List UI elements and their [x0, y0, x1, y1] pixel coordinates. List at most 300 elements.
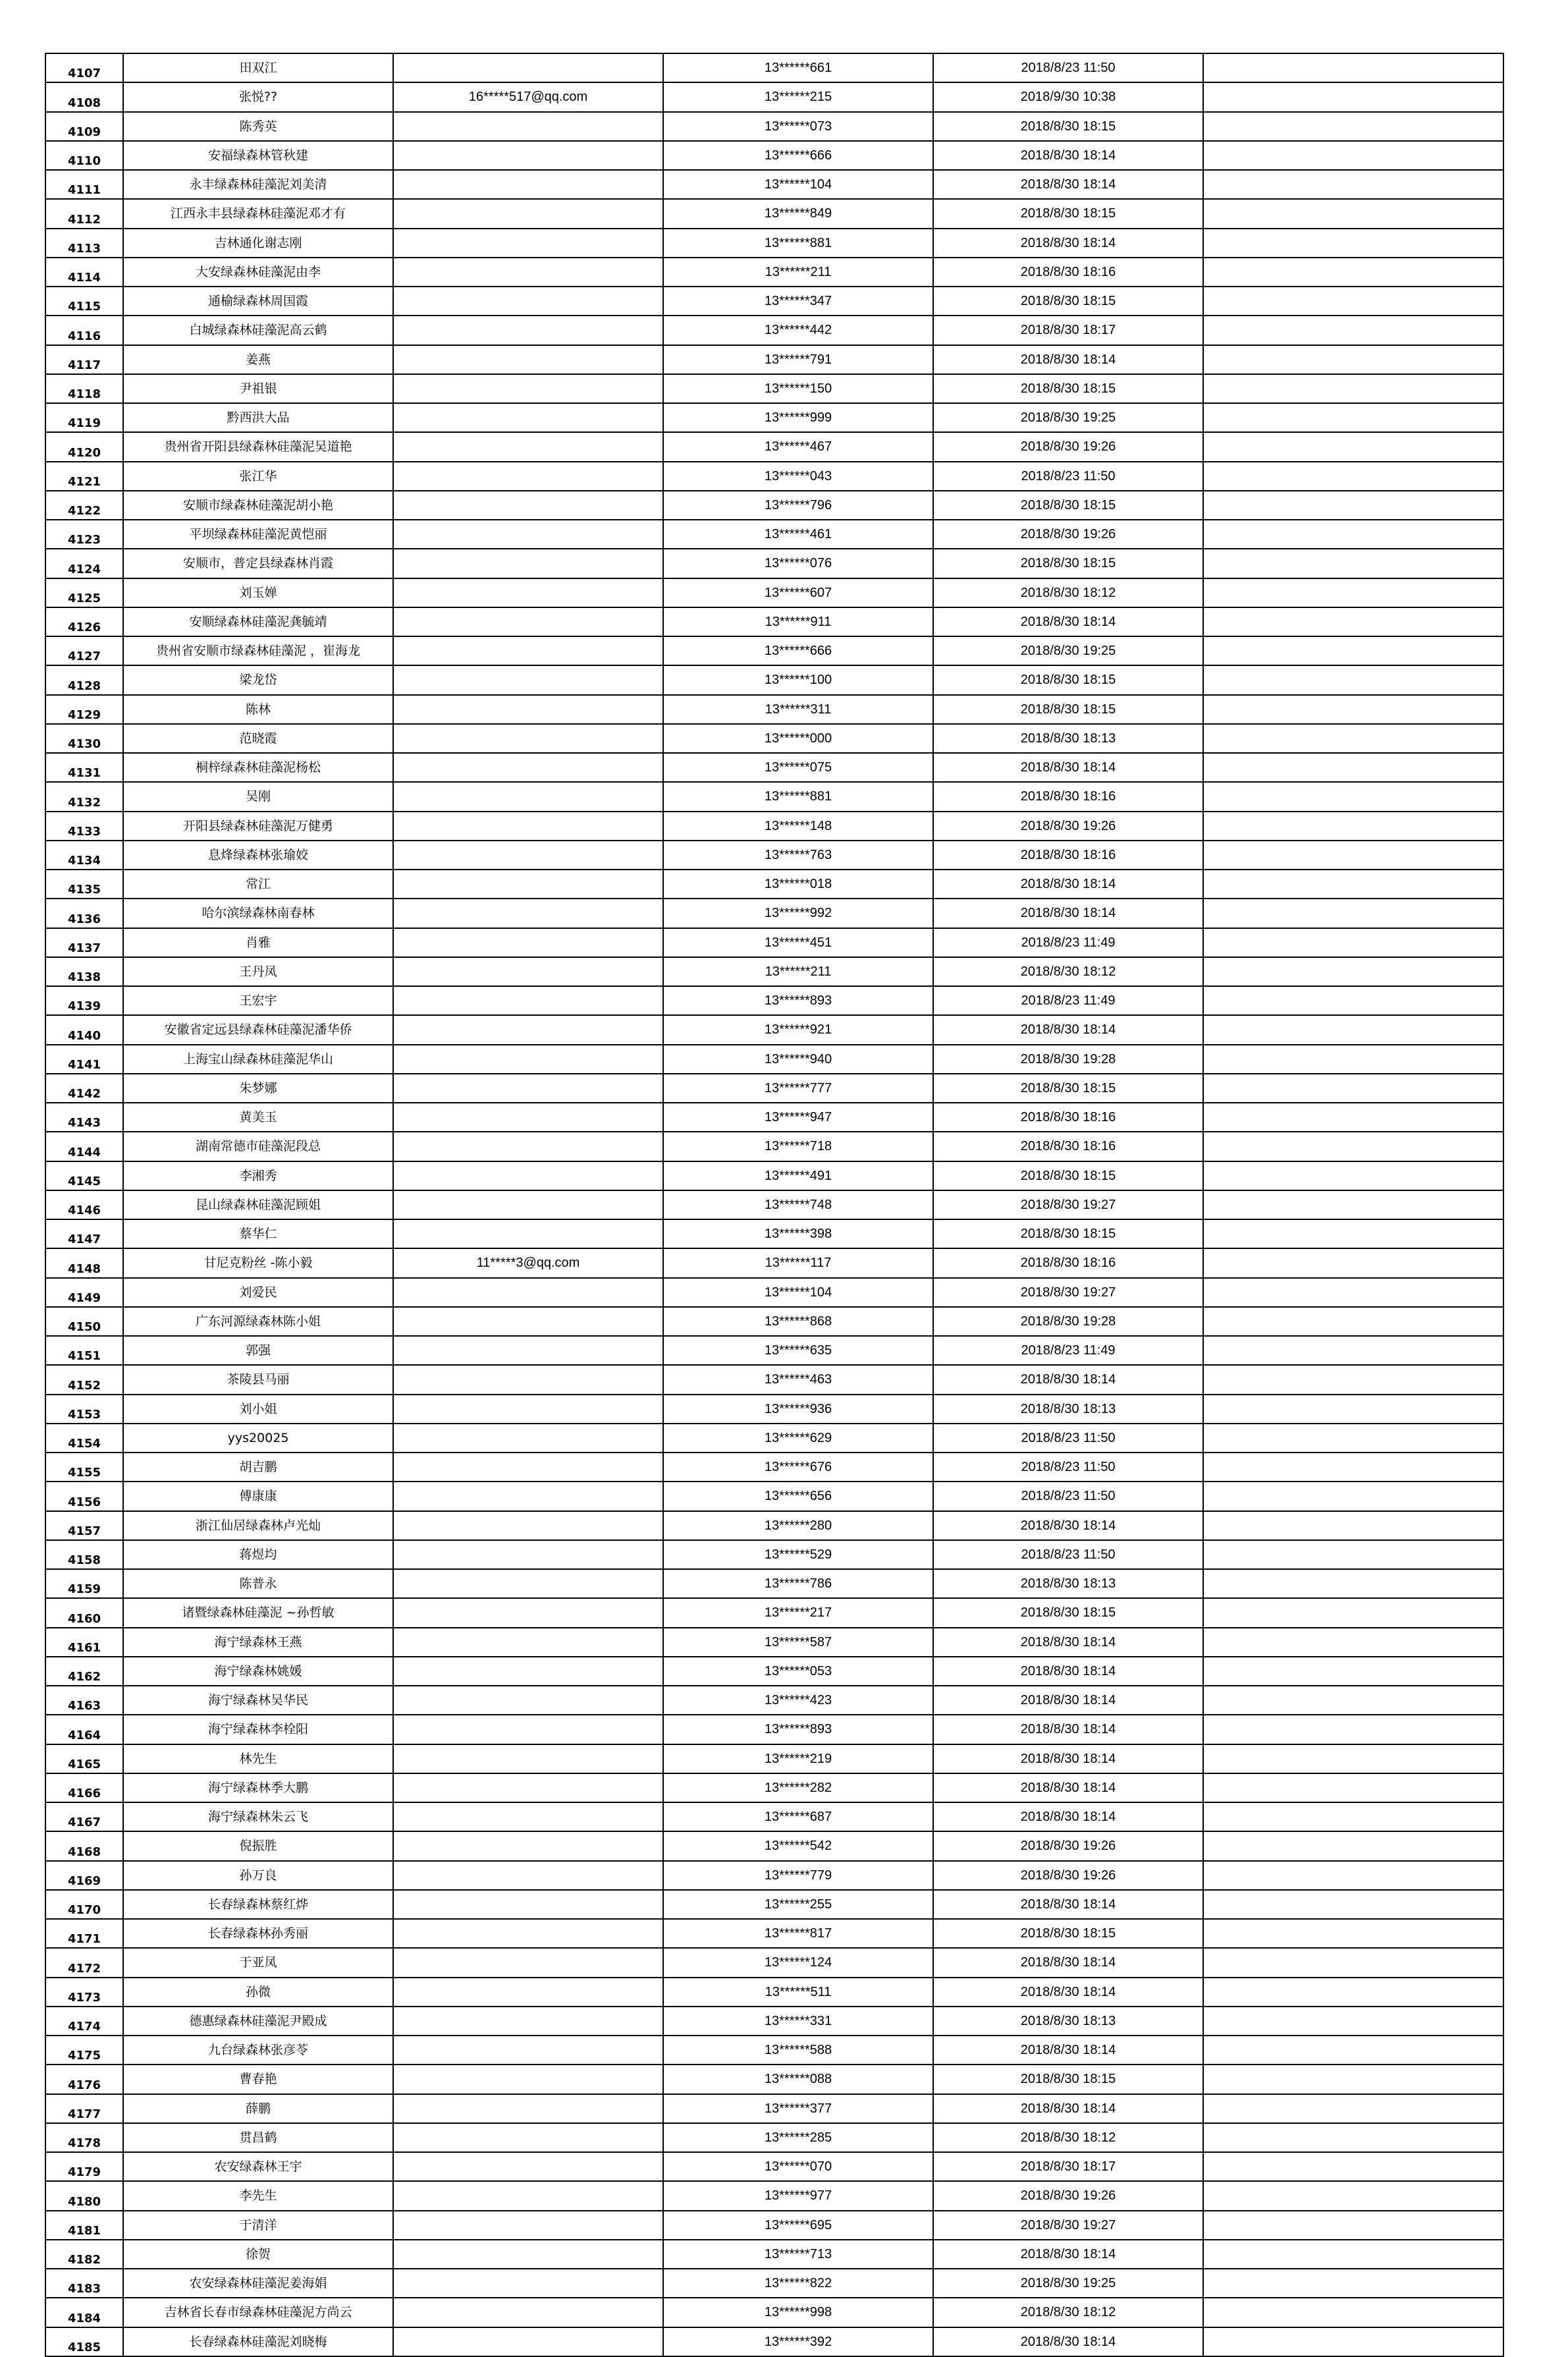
row-number-cell: 4114 — [45, 258, 123, 287]
table-row — [45, 1657, 1503, 1686]
table-row — [45, 82, 1503, 111]
phone-cell: 13******311 — [663, 695, 933, 724]
name-cell: 贵州省开阳县绿森林硅藻泥吴道艳 — [123, 432, 393, 461]
timestamp-cell: 2018/8/30 19:27 — [933, 1278, 1203, 1307]
phone-cell: 13******124 — [663, 1948, 933, 1977]
email-cell — [393, 636, 663, 665]
note-cell — [1203, 462, 1503, 491]
timestamp-cell: 2018/8/30 18:17 — [933, 316, 1203, 345]
note-cell — [1203, 578, 1503, 607]
name-cell: 安顺绿森林硅藻泥龚毓靖 — [123, 607, 393, 636]
timestamp-cell: 2018/8/30 18:14 — [933, 1686, 1203, 1715]
name-cell: 徐贺 — [123, 2240, 393, 2269]
table-row — [45, 1919, 1503, 1948]
timestamp-cell: 2018/8/30 19:26 — [933, 432, 1203, 461]
name-cell: 海宁绿森林朱云飞 — [123, 1802, 393, 1831]
table-row — [45, 724, 1503, 753]
timestamp-cell: 2018/8/30 18:16 — [933, 1248, 1203, 1277]
row-number-cell: 4185 — [45, 2327, 123, 2356]
name-cell: 姜燕 — [123, 345, 393, 374]
timestamp-cell: 2018/8/30 19:26 — [933, 520, 1203, 549]
note-cell — [1203, 1045, 1503, 1074]
email-cell — [393, 491, 663, 520]
timestamp-cell: 2018/8/30 19:27 — [933, 1190, 1203, 1219]
table-row — [45, 1219, 1503, 1248]
name-cell: 胡吉鹏 — [123, 1453, 393, 1482]
timestamp-cell: 2018/8/30 18:16 — [933, 1103, 1203, 1132]
note-cell — [1203, 1365, 1503, 1394]
table-row — [45, 1365, 1503, 1394]
note-cell — [1203, 1861, 1503, 1890]
table-row — [45, 1744, 1503, 1773]
email-cell — [393, 258, 663, 287]
email-cell — [393, 1657, 663, 1686]
email-cell — [393, 1978, 663, 2007]
row-number-cell: 4140 — [45, 1015, 123, 1044]
row-number-cell: 4148 — [45, 1248, 123, 1277]
email-cell — [393, 1015, 663, 1044]
timestamp-cell: 2018/8/30 19:25 — [933, 403, 1203, 432]
row-number-cell: 4107 — [45, 53, 123, 82]
row-number-cell: 4182 — [45, 2240, 123, 2269]
phone-cell: 13******748 — [663, 1190, 933, 1219]
table-row — [45, 432, 1503, 461]
table-row — [45, 2211, 1503, 2240]
timestamp-cell: 2018/8/30 18:14 — [933, 170, 1203, 199]
note-cell — [1203, 520, 1503, 549]
table-row — [45, 462, 1503, 491]
row-number-cell: 4112 — [45, 199, 123, 228]
table-row — [45, 1482, 1503, 1511]
name-cell: 哈尔滨绿森林南春林 — [123, 899, 393, 928]
name-cell: 常江 — [123, 870, 393, 899]
name-cell: 贯昌鹤 — [123, 2123, 393, 2152]
timestamp-cell: 2018/8/30 18:12 — [933, 957, 1203, 986]
email-cell — [393, 316, 663, 345]
row-number-cell: 4153 — [45, 1395, 123, 1424]
phone-cell: 13******656 — [663, 1482, 933, 1511]
table-row — [45, 2065, 1503, 2094]
note-cell — [1203, 1278, 1503, 1307]
row-number-cell: 4152 — [45, 1365, 123, 1394]
name-cell: 梁龙岱 — [123, 665, 393, 694]
row-number-cell: 4109 — [45, 112, 123, 141]
row-number-cell: 4157 — [45, 1511, 123, 1540]
table-row — [45, 199, 1503, 228]
name-cell: 于清洋 — [123, 2211, 393, 2240]
note-cell — [1203, 1132, 1503, 1161]
timestamp-cell: 2018/8/30 19:25 — [933, 2269, 1203, 2298]
timestamp-cell: 2018/8/23 11:49 — [933, 1336, 1203, 1365]
table-row — [45, 1802, 1503, 1831]
email-cell — [393, 141, 663, 170]
phone-cell: 13******511 — [663, 1978, 933, 2007]
email-cell — [393, 870, 663, 899]
phone-cell: 13******467 — [663, 432, 933, 461]
email-cell — [393, 1161, 663, 1190]
table-row — [45, 1948, 1503, 1977]
row-number-cell: 4132 — [45, 782, 123, 811]
phone-cell: 13******018 — [663, 870, 933, 899]
name-cell: 李湘秀 — [123, 1161, 393, 1190]
note-cell — [1203, 287, 1503, 316]
name-cell: 海宁绿森林吴华民 — [123, 1686, 393, 1715]
row-number-cell: 4162 — [45, 1657, 123, 1686]
table-row — [45, 2181, 1503, 2210]
timestamp-cell: 2018/8/30 18:15 — [933, 695, 1203, 724]
table-row — [45, 636, 1503, 665]
name-cell: 通榆绿森林周国霞 — [123, 287, 393, 316]
name-cell: 陈林 — [123, 695, 393, 724]
note-cell — [1203, 2152, 1503, 2181]
phone-cell: 13******211 — [663, 957, 933, 986]
name-cell: 贵州省安顺市绿森林硅藻泥 ，崔海龙 — [123, 636, 393, 665]
email-cell — [393, 170, 663, 199]
row-number-cell: 4141 — [45, 1045, 123, 1074]
email-cell — [393, 1132, 663, 1161]
timestamp-cell: 2018/8/23 11:49 — [933, 928, 1203, 957]
name-cell: 甘尼克粉丝 -陈小毅 — [123, 1248, 393, 1277]
name-cell: 海宁绿森林李栓阳 — [123, 1715, 393, 1744]
table-row — [45, 316, 1503, 345]
email-cell — [393, 2007, 663, 2036]
phone-cell: 13******822 — [663, 2269, 933, 2298]
name-cell: 昆山绿森林硅藻泥顾姐 — [123, 1190, 393, 1219]
timestamp-cell: 2018/8/30 18:15 — [933, 1161, 1203, 1190]
phone-cell: 13******791 — [663, 345, 933, 374]
timestamp-cell: 2018/8/30 18:16 — [933, 841, 1203, 870]
table-row — [45, 170, 1503, 199]
row-number-cell: 4163 — [45, 1686, 123, 1715]
name-cell: 海宁绿森林姚媛 — [123, 1657, 393, 1686]
table-row — [45, 1045, 1503, 1074]
email-cell — [393, 812, 663, 841]
note-cell — [1203, 2181, 1503, 2210]
note-cell — [1203, 258, 1503, 287]
row-number-cell: 4136 — [45, 899, 123, 928]
name-cell: 桐梓绿森林硅藻泥杨松 — [123, 753, 393, 782]
name-cell: 浙江仙居绿森林卢光灿 — [123, 1511, 393, 1540]
row-number-cell: 4134 — [45, 841, 123, 870]
name-cell: 安顺市绿森林硅藻泥胡小艳 — [123, 491, 393, 520]
table-row — [45, 1628, 1503, 1657]
timestamp-cell: 2018/8/30 18:14 — [933, 1365, 1203, 1394]
row-number-cell: 4119 — [45, 403, 123, 432]
table-row — [45, 2007, 1503, 2036]
name-cell: 尹祖银 — [123, 374, 393, 403]
row-number-cell: 4150 — [45, 1307, 123, 1336]
table-row — [45, 1278, 1503, 1307]
phone-cell: 13******992 — [663, 899, 933, 928]
phone-cell: 13******666 — [663, 141, 933, 170]
row-number-cell: 4124 — [45, 549, 123, 578]
table-row — [45, 549, 1503, 578]
phone-cell: 13******607 — [663, 578, 933, 607]
email-cell — [393, 1219, 663, 1248]
timestamp-cell: 2018/8/30 19:26 — [933, 1861, 1203, 1890]
note-cell — [1203, 1715, 1503, 1744]
name-cell: 陈普永 — [123, 1569, 393, 1598]
timestamp-cell: 2018/8/30 18:13 — [933, 2007, 1203, 2036]
timestamp-cell: 2018/8/30 18:15 — [933, 287, 1203, 316]
row-number-cell: 4144 — [45, 1132, 123, 1161]
note-cell — [1203, 82, 1503, 111]
table-row — [45, 1424, 1503, 1453]
name-cell: 长春绿森林硅藻泥刘晓梅 — [123, 2327, 393, 2356]
row-number-cell: 4160 — [45, 1598, 123, 1627]
phone-cell: 13******893 — [663, 1715, 933, 1744]
name-cell: 蒋煜均 — [123, 1540, 393, 1569]
timestamp-cell: 2018/8/30 18:14 — [933, 2094, 1203, 2123]
note-cell — [1203, 403, 1503, 432]
name-cell: 薛鹏 — [123, 2094, 393, 2123]
note-cell — [1203, 170, 1503, 199]
phone-cell: 13******911 — [663, 607, 933, 636]
note-cell — [1203, 1336, 1503, 1365]
table-row — [45, 841, 1503, 870]
name-cell: 安顺市，普定县绿森林肖霞 — [123, 549, 393, 578]
row-number-cell: 4154 — [45, 1424, 123, 1453]
table-row — [45, 520, 1503, 549]
row-number-cell: 4118 — [45, 374, 123, 403]
email-cell — [393, 1103, 663, 1132]
row-number-cell: 4172 — [45, 1948, 123, 1977]
note-cell — [1203, 1802, 1503, 1831]
phone-cell: 13******921 — [663, 1015, 933, 1044]
name-cell: 农安绿森林硅藻泥姜海娟 — [123, 2269, 393, 2298]
name-cell: 王丹凤 — [123, 957, 393, 986]
note-cell — [1203, 1248, 1503, 1277]
timestamp-cell: 2018/8/30 18:15 — [933, 112, 1203, 141]
table-row — [45, 986, 1503, 1015]
timestamp-cell: 2018/8/30 18:15 — [933, 1598, 1203, 1627]
email-cell — [393, 2269, 663, 2298]
email-cell — [393, 229, 663, 258]
row-number-cell: 4117 — [45, 345, 123, 374]
email-cell — [393, 1890, 663, 1919]
timestamp-cell: 2018/8/30 18:14 — [933, 753, 1203, 782]
name-cell: 吉林通化谢志刚 — [123, 229, 393, 258]
email-cell — [393, 782, 663, 811]
table-row — [45, 753, 1503, 782]
table-row — [45, 2123, 1503, 2152]
email-cell — [393, 199, 663, 228]
note-cell — [1203, 2036, 1503, 2065]
row-number-cell: 4143 — [45, 1103, 123, 1132]
row-number-cell: 4127 — [45, 636, 123, 665]
phone-cell: 13******070 — [663, 2152, 933, 2181]
phone-cell: 13******629 — [663, 1424, 933, 1453]
note-cell — [1203, 2269, 1503, 2298]
row-number-cell: 4170 — [45, 1890, 123, 1919]
table-row — [45, 899, 1503, 928]
email-cell — [393, 695, 663, 724]
phone-cell: 13******255 — [663, 1890, 933, 1919]
name-cell: 曹春艳 — [123, 2065, 393, 2094]
email-cell — [393, 899, 663, 928]
timestamp-cell: 2018/8/30 18:12 — [933, 2123, 1203, 2152]
note-cell — [1203, 229, 1503, 258]
email-cell — [393, 403, 663, 432]
note-cell — [1203, 1831, 1503, 1860]
row-number-cell: 4123 — [45, 520, 123, 549]
note-cell — [1203, 986, 1503, 1015]
email-cell — [393, 665, 663, 694]
phone-cell: 13******998 — [663, 2298, 933, 2327]
timestamp-cell: 2018/8/30 18:14 — [933, 2327, 1203, 2356]
name-cell: 农安绿森林王宇 — [123, 2152, 393, 2181]
row-number-cell: 4169 — [45, 1861, 123, 1890]
table-row — [45, 1132, 1503, 1161]
timestamp-cell: 2018/8/30 18:14 — [933, 1511, 1203, 1540]
email-cell — [393, 1424, 663, 1453]
note-cell — [1203, 316, 1503, 345]
phone-cell: 13******491 — [663, 1161, 933, 1190]
timestamp-cell: 2018/8/30 18:14 — [933, 1802, 1203, 1831]
phone-cell: 13******999 — [663, 403, 933, 432]
phone-cell: 13******461 — [663, 520, 933, 549]
row-number-cell: 4135 — [45, 870, 123, 899]
table-row — [45, 957, 1503, 986]
phone-cell: 13******392 — [663, 2327, 933, 2356]
note-cell — [1203, 782, 1503, 811]
table-row — [45, 2240, 1503, 2269]
email-cell — [393, 607, 663, 636]
row-number-cell: 4108 — [45, 82, 123, 111]
email-cell — [393, 1365, 663, 1394]
email-cell — [393, 1569, 663, 1598]
table-row — [45, 1161, 1503, 1190]
email-cell — [393, 986, 663, 1015]
timestamp-cell: 2018/8/30 18:15 — [933, 199, 1203, 228]
phone-cell: 13******043 — [663, 462, 933, 491]
name-cell: 诸暨绿森林硅藻泥 ~孙哲敏 — [123, 1598, 393, 1627]
email-cell — [393, 1190, 663, 1219]
timestamp-cell: 2018/8/30 19:26 — [933, 2181, 1203, 2210]
table-row — [45, 1598, 1503, 1627]
name-cell: 于亚凤 — [123, 1948, 393, 1977]
phone-cell: 13******817 — [663, 1919, 933, 1948]
email-cell — [393, 1074, 663, 1103]
name-cell: 李先生 — [123, 2181, 393, 2210]
table-row — [45, 2094, 1503, 2123]
row-number-cell: 4126 — [45, 607, 123, 636]
name-cell: 平坝绿森林硅藻泥黄恺丽 — [123, 520, 393, 549]
note-cell — [1203, 432, 1503, 461]
phone-cell: 13******150 — [663, 374, 933, 403]
registration-table — [45, 53, 1504, 2357]
row-number-cell: 4164 — [45, 1715, 123, 1744]
name-cell: 开阳县绿森林硅藻泥万健勇 — [123, 812, 393, 841]
email-cell — [393, 957, 663, 986]
note-cell — [1203, 53, 1503, 82]
name-cell: 湖南常德市硅藻泥段总 — [123, 1132, 393, 1161]
note-cell — [1203, 724, 1503, 753]
name-cell: 刘小姐 — [123, 1395, 393, 1424]
phone-cell: 13******542 — [663, 1831, 933, 1860]
phone-cell: 13******796 — [663, 491, 933, 520]
note-cell — [1203, 899, 1503, 928]
email-cell — [393, 753, 663, 782]
table-row — [45, 1569, 1503, 1598]
name-cell: 安徽省定远县绿森林硅藻泥潘华侨 — [123, 1015, 393, 1044]
row-number-cell: 4168 — [45, 1831, 123, 1860]
note-cell — [1203, 1978, 1503, 2007]
phone-cell: 13******666 — [663, 636, 933, 665]
name-cell: 九台绿森林张彦苓 — [123, 2036, 393, 2065]
email-cell — [393, 2123, 663, 2152]
note-cell — [1203, 1657, 1503, 1686]
timestamp-cell: 2018/8/30 19:28 — [933, 1307, 1203, 1336]
name-cell: 海宁绿森林王燕 — [123, 1628, 393, 1657]
row-number-cell: 4137 — [45, 928, 123, 957]
name-cell: 王宏宇 — [123, 986, 393, 1015]
phone-cell: 13******215 — [663, 82, 933, 111]
note-cell — [1203, 1453, 1503, 1482]
timestamp-cell: 2018/8/30 18:13 — [933, 1569, 1203, 1598]
row-number-cell: 4181 — [45, 2211, 123, 2240]
table-row — [45, 607, 1503, 636]
email-cell — [393, 1598, 663, 1627]
phone-cell: 13******282 — [663, 1773, 933, 1802]
row-number-cell: 4138 — [45, 957, 123, 986]
table-row — [45, 1074, 1503, 1103]
note-cell — [1203, 1190, 1503, 1219]
table-row — [45, 53, 1503, 82]
phone-cell: 13******100 — [663, 665, 933, 694]
phone-cell: 13******588 — [663, 2036, 933, 2065]
phone-cell: 13******219 — [663, 1744, 933, 1773]
email-cell — [393, 2152, 663, 2181]
timestamp-cell: 2018/8/30 19:27 — [933, 2211, 1203, 2240]
note-cell — [1203, 1074, 1503, 1103]
name-cell: 范晓霞 — [123, 724, 393, 753]
note-cell — [1203, 1744, 1503, 1773]
timestamp-cell: 2018/8/30 18:14 — [933, 1890, 1203, 1919]
name-cell: 吉林省长春市绿森林硅藻泥方尚云 — [123, 2298, 393, 2327]
email-cell — [393, 520, 663, 549]
name-cell: 永丰绿森林硅藻泥刘美清 — [123, 170, 393, 199]
row-number-cell: 4180 — [45, 2181, 123, 2210]
phone-cell: 13******763 — [663, 841, 933, 870]
phone-cell: 13******285 — [663, 2123, 933, 2152]
name-cell: 田双江 — [123, 53, 393, 82]
note-cell — [1203, 345, 1503, 374]
name-cell: 林先生 — [123, 1744, 393, 1773]
timestamp-cell: 2018/8/30 19:26 — [933, 1831, 1203, 1860]
email-cell — [393, 1278, 663, 1307]
timestamp-cell: 2018/8/30 18:13 — [933, 724, 1203, 753]
phone-cell: 13******088 — [663, 2065, 933, 2094]
row-number-cell: 4158 — [45, 1540, 123, 1569]
phone-cell: 13******076 — [663, 549, 933, 578]
note-cell — [1203, 957, 1503, 986]
email-cell — [393, 53, 663, 82]
phone-cell: 13******463 — [663, 1365, 933, 1394]
note-cell — [1203, 2007, 1503, 2036]
email-cell — [393, 2181, 663, 2210]
timestamp-cell: 2018/8/30 18:14 — [933, 229, 1203, 258]
name-cell: 肖雅 — [123, 928, 393, 957]
name-cell: 大安绿森林硅藻泥由李 — [123, 258, 393, 287]
phone-cell: 13******587 — [663, 1628, 933, 1657]
note-cell — [1203, 841, 1503, 870]
timestamp-cell: 2018/8/30 18:12 — [933, 2298, 1203, 2327]
phone-cell: 13******777 — [663, 1074, 933, 1103]
email-cell — [393, 2065, 663, 2094]
note-cell — [1203, 374, 1503, 403]
note-cell — [1203, 1015, 1503, 1044]
